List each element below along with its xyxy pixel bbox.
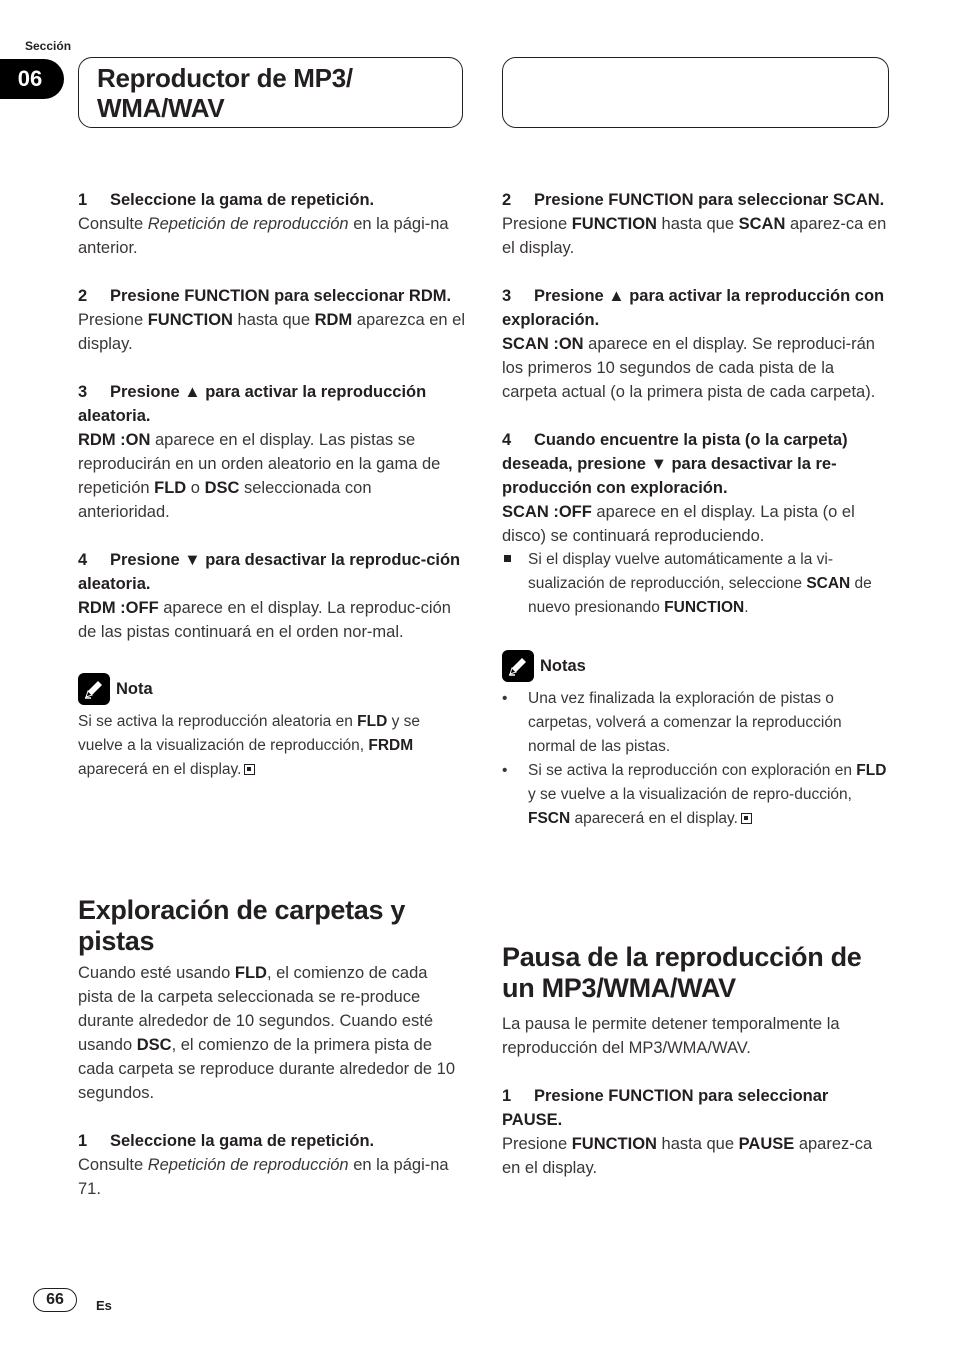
right-column-section3 — [502, 942, 890, 1180]
chapter-title-line2: WMA/WAV — [97, 93, 225, 123]
nota-header — [78, 673, 466, 705]
end-mark-icon — [244, 764, 255, 775]
step-body: Presione FUNCTION hasta que RDM aparezca en el display. — [78, 311, 466, 353]
notas-header — [502, 650, 890, 682]
step-body: Presione FUNCTION hasta que SCAN aparez-ca en el display. — [502, 215, 887, 257]
chapter-title-line1: Reproductor de MP3/ — [97, 63, 353, 93]
step-heading: 3 Presione ▲ para activar la reproducción con exploración. — [502, 287, 885, 329]
nota-text: Si se activa la reproducción aleatoria en FLD y se vuelve a la visualización de reproducción, FRDM aparecerá en el display. — [78, 713, 421, 778]
step-heading: 4 Cuando encuentre la pista (o la carpeta) deseada, presione ▼ para desactivar la re-producción con exploración. — [502, 431, 848, 497]
chapter-title-box — [78, 57, 463, 128]
bullet-dot-icon: • — [502, 690, 508, 707]
step-body: Consulte Repetición de reproducción en la pági-na anterior. — [78, 215, 449, 257]
step-body: RDM :OFF aparece en el display. La reproduc-ción de las pistas continuará en el orden nor-mal. — [78, 599, 451, 641]
step-heading: 1 Seleccione la gama de repetición. — [78, 1132, 375, 1150]
page-number: 66 — [33, 1288, 77, 1312]
section-intro: La pausa le permite detener temporalmente la reproducción del MP3/WMA/WAV. — [502, 1015, 840, 1057]
language-code: Es — [96, 1298, 112, 1313]
step-heading: 1 Presione FUNCTION para seleccionar PAUSE. — [502, 1087, 829, 1129]
empty-header-box — [502, 57, 889, 128]
step-body: RDM :ON aparece en el display. Las pistas se reproducirán en un orden aleatorio en la gama de repetición FLD o DSC seleccionada con anterioridad. — [78, 431, 441, 521]
section-label: Sección — [25, 39, 72, 53]
square-note: Si el display vuelve automáticamente a la vi-sualización de reproducción, seleccione SCAN de nuevo presionando FUNCTION. — [502, 548, 890, 620]
left-column — [78, 188, 466, 782]
step-heading: 4 Presione ▼ para desactivar la reproduc-ción aleatoria. — [78, 551, 461, 593]
note-pencil-icon — [78, 673, 110, 705]
step-heading: 1 Seleccione la gama de repetición. — [78, 191, 375, 209]
step-body: Consulte Repetición de reproducción en la pági-na 71. — [78, 1156, 449, 1198]
note-pencil-icon — [502, 650, 534, 682]
section-heading-pausa: Pausa de la reproducción de un MP3/WMA/WAV — [502, 942, 862, 1003]
bullet-dot-icon: • — [502, 762, 508, 779]
end-mark-icon — [741, 813, 752, 824]
notas-item: • Si se activa la reproducción con exploración en FLD y se vuelve a la visualización de repro-ducción, FSCN aparecerá en el display. — [502, 759, 890, 831]
step-body: SCAN :OFF aparece en el display. La pista (o el disco) se continuará reproduciendo. — [502, 503, 855, 545]
step-heading: 2 Presione FUNCTION para seleccionar RDM. — [78, 287, 452, 305]
step-heading: 2 Presione FUNCTION para seleccionar SCAN. — [502, 191, 885, 209]
section-intro: Cuando esté usando FLD, el comienzo de cada pista de la carpeta seleccionada se re-produce durante alrededor de 10 segundos. Cuando esté usando DSC, el comienzo de la primera pista de cada carpeta se reproduce durante alrededor de 10 segundos. — [78, 964, 456, 1102]
step-body: Presione FUNCTION hasta que PAUSE aparez-ca en el display. — [502, 1135, 873, 1177]
notas-item: • Una vez finalizada la exploración de pistas o carpetas, volverá a comenzar la reproducción normal de las pistas. — [502, 687, 890, 759]
right-column — [502, 188, 890, 831]
left-column-section2 — [78, 895, 466, 1201]
section-number-badge: 06 — [0, 59, 64, 99]
step-body: SCAN :ON aparece en el display. Se reproduci-rán los primeros 10 segundos de cada pista de la carpeta actual (o la primera pista de cada carpeta). — [502, 335, 876, 401]
notas-title: Notas — [540, 657, 586, 675]
step-heading: 3 Presione ▲ para activar la reproducción aleatoria. — [78, 383, 427, 425]
nota-title: Nota — [116, 680, 153, 698]
section-heading-exploracion: Exploración de carpetas y pistas — [78, 895, 406, 956]
square-bullet-icon — [502, 548, 528, 620]
